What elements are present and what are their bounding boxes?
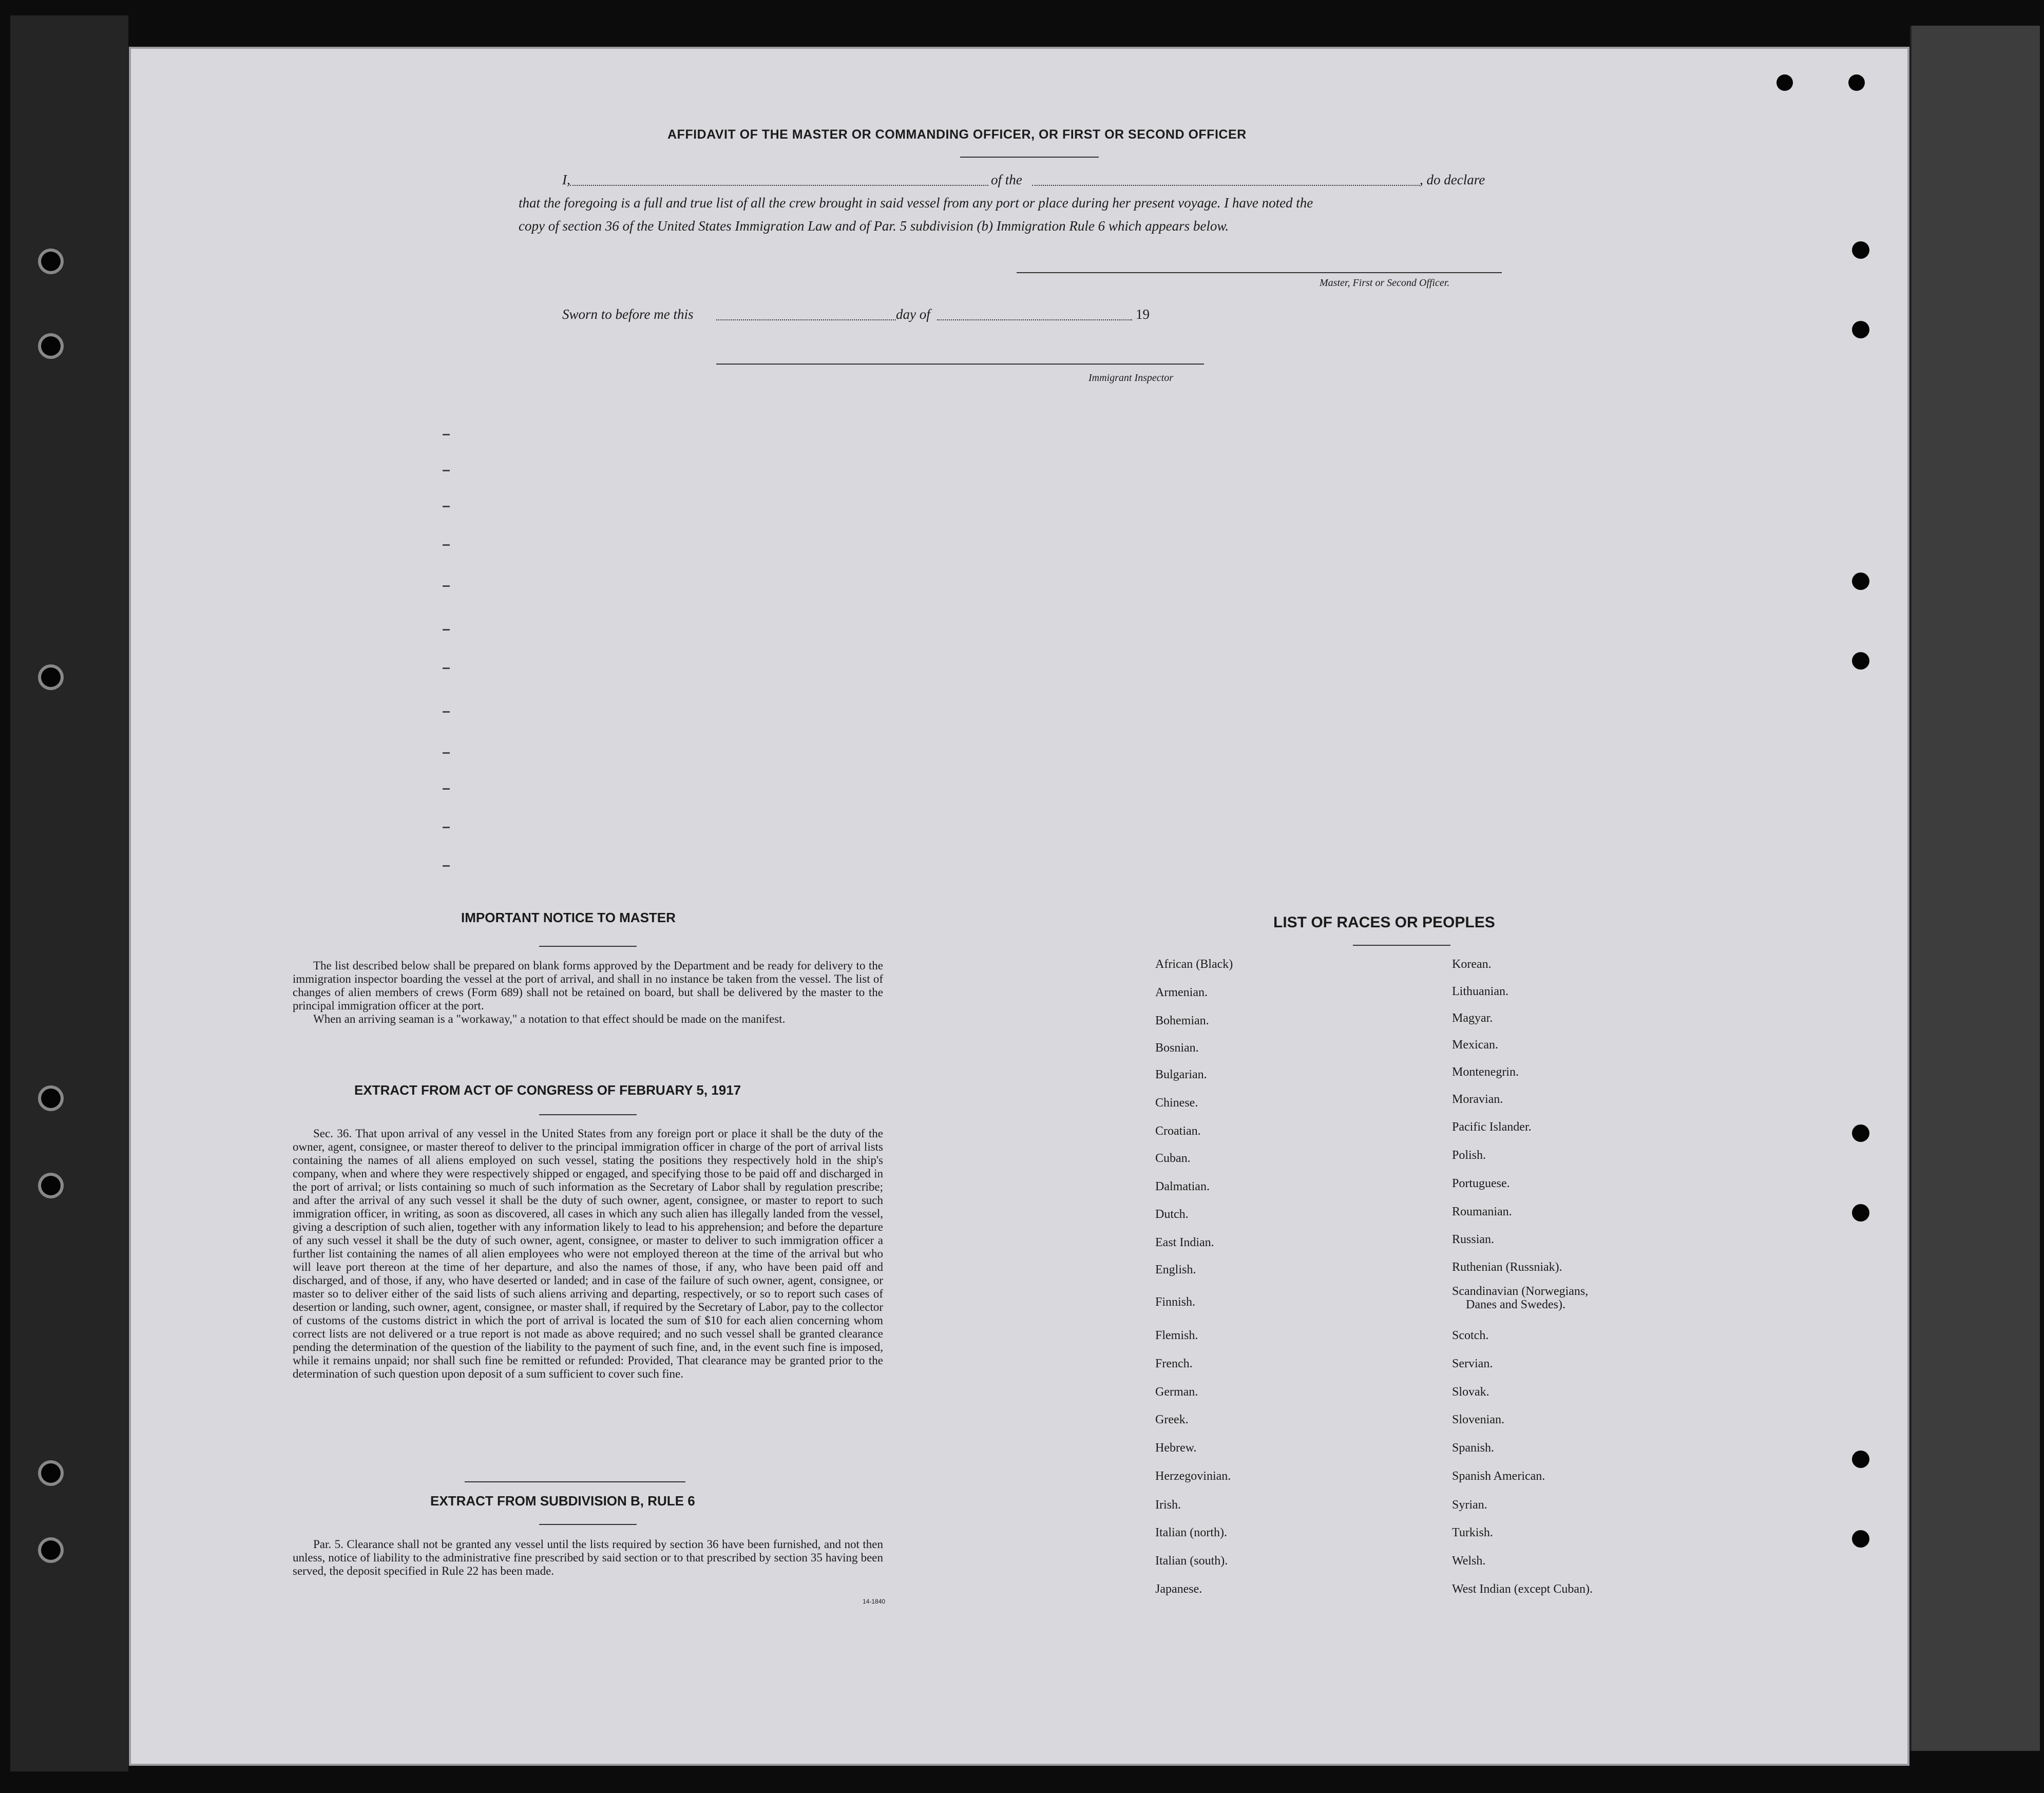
act-body bbox=[293, 1127, 883, 1381]
row-marker bbox=[443, 434, 450, 435]
race-item: Danes and Swedes). bbox=[1466, 1298, 1565, 1311]
race-item: Slovenian. bbox=[1452, 1413, 1504, 1426]
divider bbox=[539, 946, 637, 947]
divider bbox=[465, 1481, 685, 1482]
race-item: Moravian. bbox=[1452, 1093, 1503, 1106]
day-of-label: day of bbox=[896, 307, 930, 322]
race-item: Syrian. bbox=[1452, 1498, 1487, 1512]
race-item: Bulgarian. bbox=[1155, 1068, 1207, 1081]
row-marker bbox=[443, 544, 450, 546]
race-item: Ruthenian (Russniak). bbox=[1452, 1261, 1562, 1274]
binder-hole bbox=[41, 667, 61, 687]
vessel-label: of the bbox=[991, 172, 1022, 187]
race-item: Mexican. bbox=[1452, 1038, 1498, 1052]
declarant-label: I, bbox=[562, 172, 570, 187]
race-item: East Indian. bbox=[1155, 1236, 1214, 1249]
divider bbox=[539, 1114, 637, 1115]
year-label: 19 bbox=[1136, 307, 1150, 322]
race-item: French. bbox=[1155, 1357, 1193, 1370]
rule-body bbox=[293, 1538, 883, 1578]
race-item: Slovak. bbox=[1452, 1385, 1489, 1399]
page-hole bbox=[1848, 74, 1865, 91]
form-number: 14-1840 bbox=[863, 1598, 886, 1605]
declare-label: , do declare bbox=[1420, 172, 1485, 187]
race-item: Welsh. bbox=[1452, 1554, 1486, 1568]
race-item: Roumanian. bbox=[1452, 1205, 1512, 1218]
affidavit-title: AFFIDAVIT OF THE MASTER OR COMMANDING OFFICER, OR FIRST OR SECOND OFFICER bbox=[667, 127, 1247, 142]
rule-paragraph: Par. 5. Clearance shall not be granted any vessel until the lists required by section 36 have been furnished, and not then unless, notice of liability to the administrative fine prescribed by said section or to that prescribed by section 35 having been served, the deposit specified in Rule 22 has been made. bbox=[293, 1538, 883, 1577]
manifest-page bbox=[131, 49, 1907, 1764]
row-marker bbox=[443, 470, 450, 471]
race-item: Cuban. bbox=[1155, 1152, 1191, 1165]
page-hole bbox=[1852, 1124, 1869, 1142]
race-item: West Indian (except Cuban). bbox=[1452, 1582, 1593, 1596]
race-item: Lithuanian. bbox=[1452, 985, 1508, 998]
race-item: Bosnian. bbox=[1155, 1041, 1199, 1055]
master-signature-field[interactable] bbox=[1017, 272, 1502, 273]
binder-hole bbox=[41, 1463, 61, 1483]
row-marker bbox=[443, 827, 450, 828]
race-item: Italian (north). bbox=[1155, 1526, 1227, 1539]
race-item: Japanese. bbox=[1155, 1582, 1202, 1596]
binder-hole bbox=[41, 1176, 61, 1195]
race-item: Polish. bbox=[1452, 1149, 1486, 1162]
inspector-caption: Immigrant Inspector bbox=[1088, 372, 1173, 384]
divider bbox=[960, 157, 1099, 158]
row-marker bbox=[443, 865, 450, 867]
sworn-month-field[interactable] bbox=[937, 319, 1132, 320]
race-item: Scotch. bbox=[1452, 1329, 1489, 1342]
notice-heading: IMPORTANT NOTICE TO MASTER bbox=[461, 910, 676, 925]
notice-paragraph: When an arriving seaman is a "workaway," a notation to that effect should be made on the manifest. bbox=[313, 1013, 786, 1025]
race-item: Turkish. bbox=[1452, 1526, 1493, 1539]
page-hole bbox=[1852, 1451, 1869, 1468]
row-marker bbox=[443, 788, 450, 790]
sworn-label: Sworn to before me this bbox=[562, 307, 694, 322]
left-backing-edge bbox=[10, 15, 128, 1771]
page-hole bbox=[1852, 1530, 1869, 1548]
race-item: Spanish American. bbox=[1452, 1470, 1545, 1483]
race-item: Pacific Islander. bbox=[1452, 1120, 1532, 1134]
race-item: Hebrew. bbox=[1155, 1441, 1197, 1455]
sworn-date-field[interactable] bbox=[716, 319, 896, 320]
master-signature-caption: Master, First or Second Officer. bbox=[1320, 277, 1450, 289]
race-item: Irish. bbox=[1155, 1498, 1181, 1512]
affidavit-text-line3: copy of section 36 of the United States Immigration Law and of Par. 5 subdivision (b) Immigration Rule 6 which appears below. bbox=[519, 218, 1229, 234]
race-item: German. bbox=[1155, 1385, 1198, 1399]
race-item: Dutch. bbox=[1155, 1208, 1189, 1221]
race-item: Dalmatian. bbox=[1155, 1180, 1210, 1193]
races-heading: LIST OF RACES OR PEOPLES bbox=[1273, 914, 1495, 931]
page-hole bbox=[1852, 1204, 1869, 1222]
race-item: Croatian. bbox=[1155, 1124, 1201, 1138]
row-marker bbox=[443, 667, 450, 669]
row-marker bbox=[443, 506, 450, 507]
race-item: English. bbox=[1155, 1263, 1196, 1276]
right-backing-edge bbox=[1910, 26, 2040, 1751]
binder-hole bbox=[41, 336, 61, 356]
page-hole bbox=[1852, 573, 1869, 590]
notice-body bbox=[293, 959, 883, 1026]
race-item: Finnish. bbox=[1155, 1295, 1196, 1309]
vessel-name-field[interactable] bbox=[1032, 185, 1420, 186]
race-item: Bohemian. bbox=[1155, 1014, 1209, 1027]
race-item: Magyar. bbox=[1452, 1012, 1493, 1025]
inspector-signature-field[interactable] bbox=[716, 364, 1204, 365]
race-item: Servian. bbox=[1452, 1357, 1493, 1370]
race-item: Scandinavian (Norwegians, bbox=[1452, 1285, 1589, 1298]
race-item: Korean. bbox=[1452, 958, 1492, 971]
race-item: Chinese. bbox=[1155, 1096, 1198, 1110]
page-hole bbox=[1776, 74, 1793, 91]
race-item: Herzegovinian. bbox=[1155, 1470, 1231, 1483]
row-marker bbox=[443, 711, 450, 713]
binder-hole bbox=[41, 1540, 61, 1560]
race-item: Greek. bbox=[1155, 1413, 1189, 1426]
page-hole bbox=[1852, 241, 1869, 259]
divider bbox=[1353, 945, 1450, 946]
notice-paragraph: The list described below shall be prepared on blank forms approved by the Department and be ready for delivery to the immigration inspector boarding the vessel at the port of arrival, and shall in no instance be taken from the vessel. The list of changes of alien members of crews (Form 689) shall not be retained on board, but shall be delivered by the master to the principal immigration officer at the port. bbox=[293, 959, 883, 1012]
divider bbox=[539, 1524, 637, 1525]
race-item: Armenian. bbox=[1155, 986, 1208, 999]
act-heading: EXTRACT FROM ACT OF CONGRESS OF FEBRUARY 5, 1917 bbox=[354, 1082, 741, 1098]
row-marker bbox=[443, 752, 450, 754]
race-item: Russian. bbox=[1452, 1233, 1495, 1246]
binder-hole bbox=[41, 252, 61, 271]
race-item: African (Black) bbox=[1155, 958, 1233, 971]
row-marker bbox=[443, 629, 450, 631]
race-item: Spanish. bbox=[1452, 1441, 1495, 1455]
declarant-name-field[interactable] bbox=[570, 185, 988, 186]
act-paragraph: Sec. 36. That upon arrival of any vessel in the United States from any foreign port or place it shall be the duty of the owner, agent, consignee, or master thereof to deliver to the principal immigration officer in charge of the port of arrival lists containing the names of all aliens employed on such vessel, stating the positions they respectively hold in the ship's company, when and where they were respectively shipped or engaged, and specifying those to be paid off and discharged in the port of arrival; or lists containing so much of such information as the Secretary of Labor shall by regulation prescribe; and after the arrival of any such vessel it shall be the duty of such owner, agent, consignee, or master to report to such immigration officer, in writing, as soon as discovered, all cases in which any such alien has illegally landed from the vessel, giving a description of such alien, together with any information likely to lead to his apprehension; and before the departure of any such vessel it shall be the duty of such owner, agent, consignee, or master to deliver to such immigration officer a further list containing the names of all alien employees who were not employed thereon at the time of the arrival but who will leave port thereon at the time of her departure, and also the names of those, if any, who have been paid off and discharged, and of those, if any, who have deserted or landed; and in case of the failure of such owner, agent, consignee, or master so to deliver either of the said lists of such aliens arriving and departing, respectively, or so to report such cases of desertion or landing, such owner, agent, consignee, or master shall, if required by the Secretary of Labor, pay to the collector of customs of the customs district in which the port of arrival is located the sum of $10 for each alien concerning whom correct lists are not delivered or a true report is not made as above required; and no such vessel shall be granted clearance pending the determination of the question of the liability to the payment of such fine, and, in the event such fine is imposed, while it remains unpaid; nor shall such fine be remitted or refunded: Provided, That clearance may be granted prior to the determination of such question upon deposit of a sum sufficient to cover such fine. bbox=[293, 1127, 883, 1380]
race-item: Montenegrin. bbox=[1452, 1065, 1519, 1079]
affidavit-text-line2: that the foregoing is a full and true list of all the crew brought in said vessel from any port or place during her present voyage. I have noted the bbox=[519, 195, 1313, 211]
race-item: Italian (south). bbox=[1155, 1554, 1228, 1568]
binder-hole bbox=[41, 1089, 61, 1108]
race-item: Flemish. bbox=[1155, 1329, 1198, 1342]
page-hole bbox=[1852, 321, 1869, 338]
rule-heading: EXTRACT FROM SUBDIVISION B, RULE 6 bbox=[430, 1493, 695, 1509]
page-hole bbox=[1852, 652, 1869, 670]
row-marker bbox=[443, 585, 450, 587]
race-item: Portuguese. bbox=[1452, 1177, 1510, 1190]
